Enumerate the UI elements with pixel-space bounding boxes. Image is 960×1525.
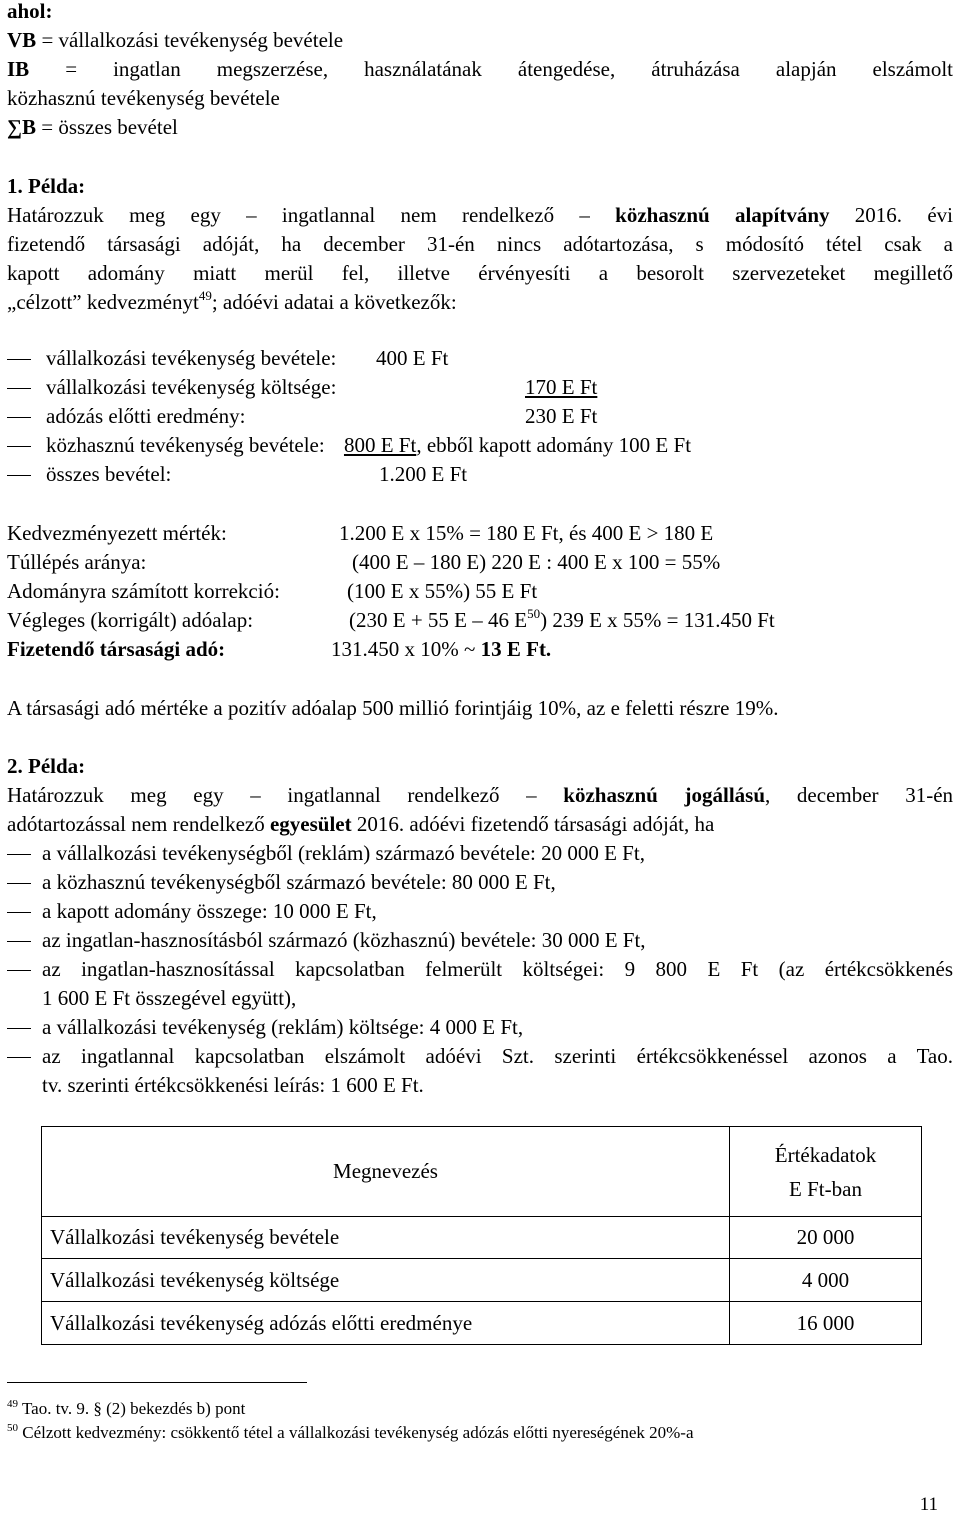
bullet-dash — [7, 417, 31, 418]
example1-para-line1: Határozzuk meg egy – ingatlannal nem rendelkező – közhasznú alapítvány 2016. évi — [7, 203, 953, 227]
bullet-dash — [7, 446, 31, 447]
example2-para-line2: adótartozással nem rendelkező egyesület 2016. adóévi fizetendő társasági adóját, ha — [7, 812, 715, 836]
bullet-dash — [7, 854, 31, 855]
ex2-item-cont: tv. szerinti értékcsökkenési leírás: 1 600 E Ft. — [42, 1073, 424, 1097]
ex2-item: a kapott adomány összege: 10 000 E Ft, — [42, 899, 377, 923]
ex1-item-label: adózás előtti eredmény: — [46, 404, 246, 428]
table-cell-name: Vállalkozási tevékenység költsége — [42, 1259, 730, 1302]
bullet-dash — [7, 912, 31, 913]
ex1-item-value: 170 E Ft — [525, 375, 598, 399]
def-ib: IB = ingatlan megszerzése, használatának átengedése, átruházása alapján elszámolt — [7, 57, 953, 81]
calc-label: Kedvezményezett mérték: — [7, 521, 227, 545]
bullet-dash — [7, 475, 31, 476]
table-cell-value: 20 000 — [730, 1217, 922, 1259]
table-header-value: Értékadatok E Ft-ban — [730, 1127, 922, 1217]
table-header-row — [42, 1127, 922, 1217]
ex1-item-value: 1.200 E Ft — [379, 462, 468, 486]
ex1-item-line: közhasznú tevékenység bevétele: 800 E Ft, ebből kapott adomány 100 E Ft — [46, 433, 692, 457]
table-header-name: Megnevezés — [42, 1127, 730, 1217]
ex2-item: a vállalkozási tevékenységből (reklám) származó bevétele: 20 000 E Ft, — [42, 841, 645, 865]
table-row — [42, 1217, 922, 1259]
bullet-dash — [7, 941, 31, 942]
def-vb: VB = vállalkozási tevékenység bevétele — [7, 28, 344, 52]
footnote-ref-50: 50 — [527, 606, 541, 621]
calc-value: 131.450 x 10% ~ 13 E Ft. — [331, 637, 552, 661]
ex2-item: az ingatlan-hasznosításból származó (közhasznú) bevétele: 30 000 E Ft, — [42, 928, 646, 952]
calc-value: (400 E – 180 E) 220 E : 400 E x 100 = 55% — [352, 550, 721, 574]
table-row — [42, 1302, 922, 1345]
ex2-item: a közhasznú tevékenységből származó bevétele: 80 000 E Ft, — [42, 870, 556, 894]
bullet-dash — [7, 359, 31, 360]
table-cell-name: Vállalkozási tevékenység bevétele — [42, 1217, 730, 1259]
calc-value: (100 E x 55%) 55 E Ft — [347, 579, 538, 603]
example1-para-line4: „célzott” kedvezményt$^{49}$; adóévi adatai a következők: — [7, 288, 457, 314]
ex1-item-label: összes bevétel: — [46, 462, 172, 486]
bullet-dash — [7, 1057, 31, 1058]
ex2-item: az ingatlan-hasznosítással kapcsolatban felmerült költségei: 9 800 E Ft (az értékcsökkenés — [42, 957, 953, 981]
example2-para-line1: Határozzuk meg egy – ingatlannal rendelkező – közhasznú jogállású, december 31-én — [7, 783, 954, 807]
ex1-item-label: vállalkozási tevékenység bevétele: — [46, 346, 337, 370]
calc-label: Végleges (korrigált) adóalap: — [7, 608, 254, 632]
tax-rate-note: A társasági adó mértéke a pozitív adóalap 500 millió forintjáig 10%, az e feletti részre 19%. — [7, 696, 779, 720]
table-cell-value: 16 000 — [730, 1302, 922, 1345]
footnote-ref-49: 49 — [198, 288, 212, 303]
bullet-dash — [7, 388, 31, 389]
table-cell-value: 4 000 — [730, 1259, 922, 1302]
bullet-dash — [7, 970, 31, 971]
ex2-item: az ingatlannal kapcsolatban elszámolt adóévi Szt. szerinti értékcsökkenéssel azonos a Tao. — [42, 1044, 953, 1068]
ex2-item-cont: 1 600 E Ft összegével együtt), — [42, 986, 297, 1010]
bullet-dash — [7, 883, 31, 884]
example1-para-line2: fizetendő társasági adóját, ha december 31-én nincs adótartozása, s módosító tétel csak a — [7, 232, 953, 256]
ex1-item-value: 230 E Ft — [525, 404, 598, 428]
calc-label: Túllépés aránya: — [7, 550, 147, 574]
calc-value: (230 E + 55 E – 46 $E^{50}$) 239 E x 55% = 131.450 Ft — [349, 606, 775, 632]
ex2-item: a vállalkozási tevékenység (reklám) költsége: 4 000 E Ft, — [42, 1015, 524, 1039]
calc-label: Adományra számított korrekció: — [7, 579, 280, 603]
data-table — [41, 1126, 922, 1345]
calc-value: 1.200 E x 15% = 180 E Ft, és 400 E > 180 E — [339, 521, 714, 545]
example1-para-line3: kapott adomány miatt merül fel, illetve érvényesíti a besorolt szervezeteket megillető — [7, 261, 953, 285]
def-sum: ∑B = összes bevétel — [7, 115, 178, 139]
example2-title: 2. Példa: — [7, 754, 86, 778]
ex1-item-value: 400 E Ft — [376, 346, 449, 370]
page-number: 11 — [919, 1494, 938, 1515]
footnote-49: $^{49}$ Tao. tv. 9. § (2) bekezdés b) pont — [7, 1398, 246, 1418]
def-ib-cont: közhasznú tevékenység bevétele — [7, 86, 280, 110]
defs-heading: ahol: — [7, 0, 53, 23]
table-cell-name: Vállalkozási tevékenység adózás előtti eredménye — [42, 1302, 730, 1345]
table-row — [42, 1259, 922, 1302]
calc-label: Fizetendő társasági adó: — [7, 637, 226, 661]
bullet-dash — [7, 1028, 31, 1029]
example1-title: 1. Példa: — [7, 174, 86, 198]
footnote-separator — [7, 1382, 307, 1383]
footnote-50: $^{50}$ Célzott kedvezmény: csökkentő tétel a vállalkozási tevékenység adózás előtti nyereségének 20%-a — [7, 1422, 694, 1442]
ex1-item-label: vállalkozási tevékenység költsége: — [46, 375, 337, 399]
